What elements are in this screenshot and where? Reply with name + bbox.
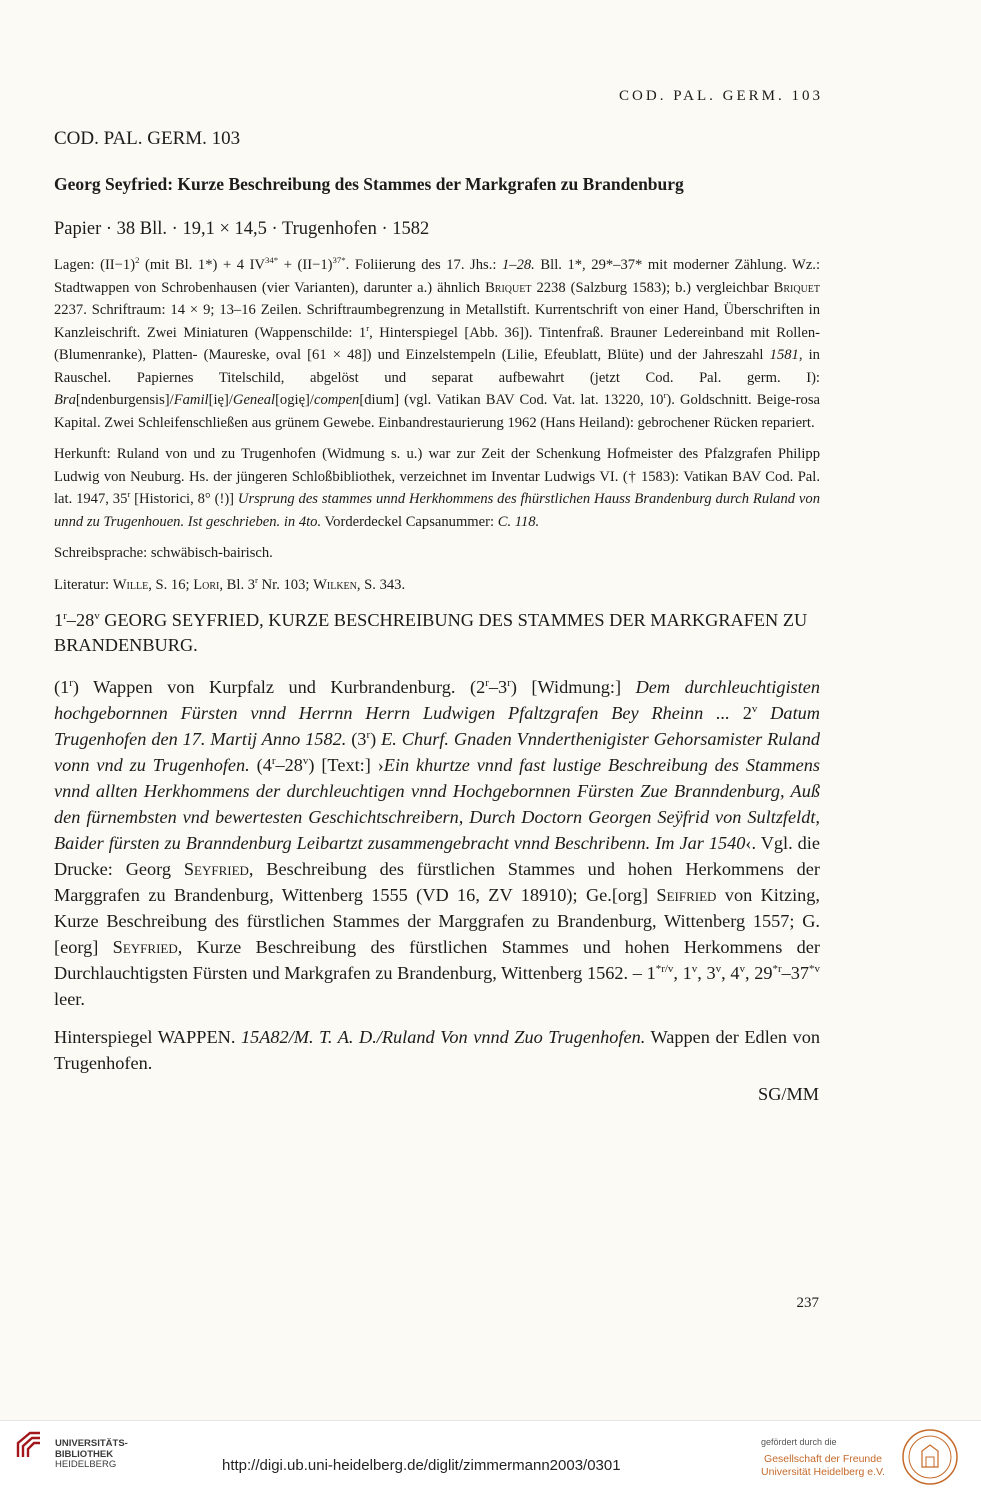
pastedown-paragraph: Hinterspiegel WAPPEN. 15A82/M. T. A. D./Ruland Von vnnd Zuo Trugenhofen. Wappen der Edlen von Trugenhofen.: [54, 1027, 821, 1073]
library-logo-icon[interactable]: [14, 1431, 44, 1461]
catalog-entry: [54, 128, 820, 1088]
sponsor-name-line: Universität Heidelberg e.V.: [761, 1466, 885, 1478]
work-title: Georg Seyfried: Kurze Beschreibung des Stammes der Markgrafen zu Brandenburg: [54, 174, 684, 194]
page-number: 237: [796, 1295, 819, 1311]
library-name-line: BIBLIOTHEK: [55, 1448, 114, 1460]
shelfmark-heading: COD. PAL. GERM. 103: [54, 128, 241, 149]
literature-paragraph: Literatur: Wille, S. 16; Lori, Bl. 3$^r$ Nr. 103; Wilken, S. 343.: [54, 574, 406, 593]
footer-bar: [0, 1420, 981, 1503]
physical-description: Papier · 38 Bll. · 19,1 × 14,5 · Trugenhofen · 1582: [54, 219, 430, 239]
sponsor-name[interactable]: [754, 1453, 892, 1479]
content-description-paragraph: (1$^r$) Wappen von Kurpfalz und Kurbrandenburg. (2$^r$–3$^r$) [Widmung:] Dem durchleuchtigisten hochgebornnen Fürsten vnnd Herrnn Herrn Ludwigen Pfaltzgrafen Bey Rheinn ... 2$^v$ Datum Trugenhofen den 17. Martij Anno 1582. (3$^r$) E. Churf. Gnaden Vnnderthenigister Gehorsamister Ruland vonn vnd zu Trugenhofen. (4$^r$–28$^v$) [Text:] ›Ein khurtze vnnd fast lustige Beschreibung des Stammens vnnd allten Herkhommens der durchleuchtigen vnnd Hochgebornnen Fürsten Zue Branndenburg, Auß den fürnembsten vnd bewertesten Geschichtschreibern, Durch Doctorn Georgen Seÿfrid von Sultzfeldt, Baider fürsten zu Branndenburg Leibartzt zusammengebracht vnnd Beschribenn. Im Jar 1540‹. Vgl. die Drucke: Georg Seyfried, Beschreibung des fürstlichen Stammes und hohen Herkommens der Marggrafen zu Brandenburg, Wittenberg 1555 (VD 16, ZV 18910); Ge.[org] Seifried von Kitzing, Kurze Beschreibung des fürstlichen Stammes der Marggrafen zu Brandenburg, Wittenberg 1557; G.[eorg] Seyfried, Kurze Beschreibung des fürstlichen Stammes und hohen Herkommens der Durchlauchtigsten Fürsten und Markgrafen zu Brandenburg, Wittenberg 1562. – $1^{*r/v}$, 1$^v$, 3$^v$, 4$^v$, 29$^{*r}$–37$^{*v}$ leer.: [54, 676, 821, 1009]
university-seal-icon: [900, 1427, 960, 1487]
library-name-line: HEIDELBERG: [55, 1459, 117, 1470]
library-name-line: UNIVERSITÄTS-: [55, 1438, 128, 1449]
permalink-url[interactable]: http://digi.ub.uni-heidelberg.de/diglit/zimmermann2003/0301: [222, 1457, 621, 1474]
library-name[interactable]: [55, 1439, 128, 1471]
language-paragraph: Schreibsprache: schwäbisch-bairisch.: [54, 545, 273, 561]
author-initials: SG/MM: [758, 1084, 819, 1104]
provenance-paragraph: Herkunft: Ruland von und zu Trugenhofen (Widmung s. u.) war zur Zeit der Schenkung Hofmeister des Pfalzgrafen Philipp Ludwig von Neuburg. Hs. der jüngeren Schloßbibliothek, verzeichnet im Inventar Ludwigs VI. († 1583): Vatikan BAV Cod. Pal. lat. 1947, 35$^r$ [Historici, 8° (!)] Ursprung des stammes unnd Herkhommens des fhürstlichen Hauss Brandenburg durch Ruland von unnd zu Trugenhouen. Ist geschrieben. in 4to. Vorderdeckel Capsanummer: C. 118.: [54, 446, 820, 530]
sponsor-intro: gefördert durch die: [761, 1437, 837, 1447]
content-section-heading: 1$^r$–28$^v$ GEORG SEYFRIED, KURZE BESCHREIBUNG DES STAMMES DER MARKGRAFEN ZU BRANDENBURG.: [54, 609, 808, 655]
codicology-paragraph: Lagen: $(II-1)^2$ (mit Bl. 1*) + 4 $IV^{34*} + (II-1)^{37*}$. Foliierung des 17. Jhs.: 1–28. Bll. 1*, 29*–37* mit moderner Zählung. Wz.: Stadtwappen von Schrobenhausen (vier Varianten), darunter a.) ähnlich Briquet 2238 (Salzburg 1583); b.) vergleichbar Briquet 2237. Schriftraum: 14 × 9; 13–16 Zeilen. Schriftraumbegrenzung in Metallstift. Kurrentschrift von einer Hand, Überschriften in Kanzleischrift. Zwei Miniaturen (Wappenschilde: 1$^r$, Hinterspiegel [Abb. 36]). Tintenfraß. Brauner Ledereinband mit Rollen- (Blumenranke), Platten- (Maureske, oval [61 × 48]) und Einzelstempeln (Lilie, Efeublatt, Blüte) und der Jahreszahl 1581, in Rauschel. Papiernes Titelschild, abgelöst und separat aufbewahrt (jetzt Cod. Pal. germ. I): Bra[ndenburgensis]/Famil[ię]/Geneal[ogię]/compen[dium] (vgl. Vatikan BAV Cod. Vat. lat. 13220, 10$^r$). Goldschnitt. Beige-rosa Kapital. Zwei Schleifenschließen aus grünem Gewebe. Einbandrestaurierung 1962 (Hans Heiland): gebrochener Rücken repariert.: [54, 255, 821, 431]
running-head: COD. PAL. GERM. 103: [619, 88, 823, 104]
sponsor-name-line: Gesellschaft der Freunde: [764, 1453, 882, 1465]
